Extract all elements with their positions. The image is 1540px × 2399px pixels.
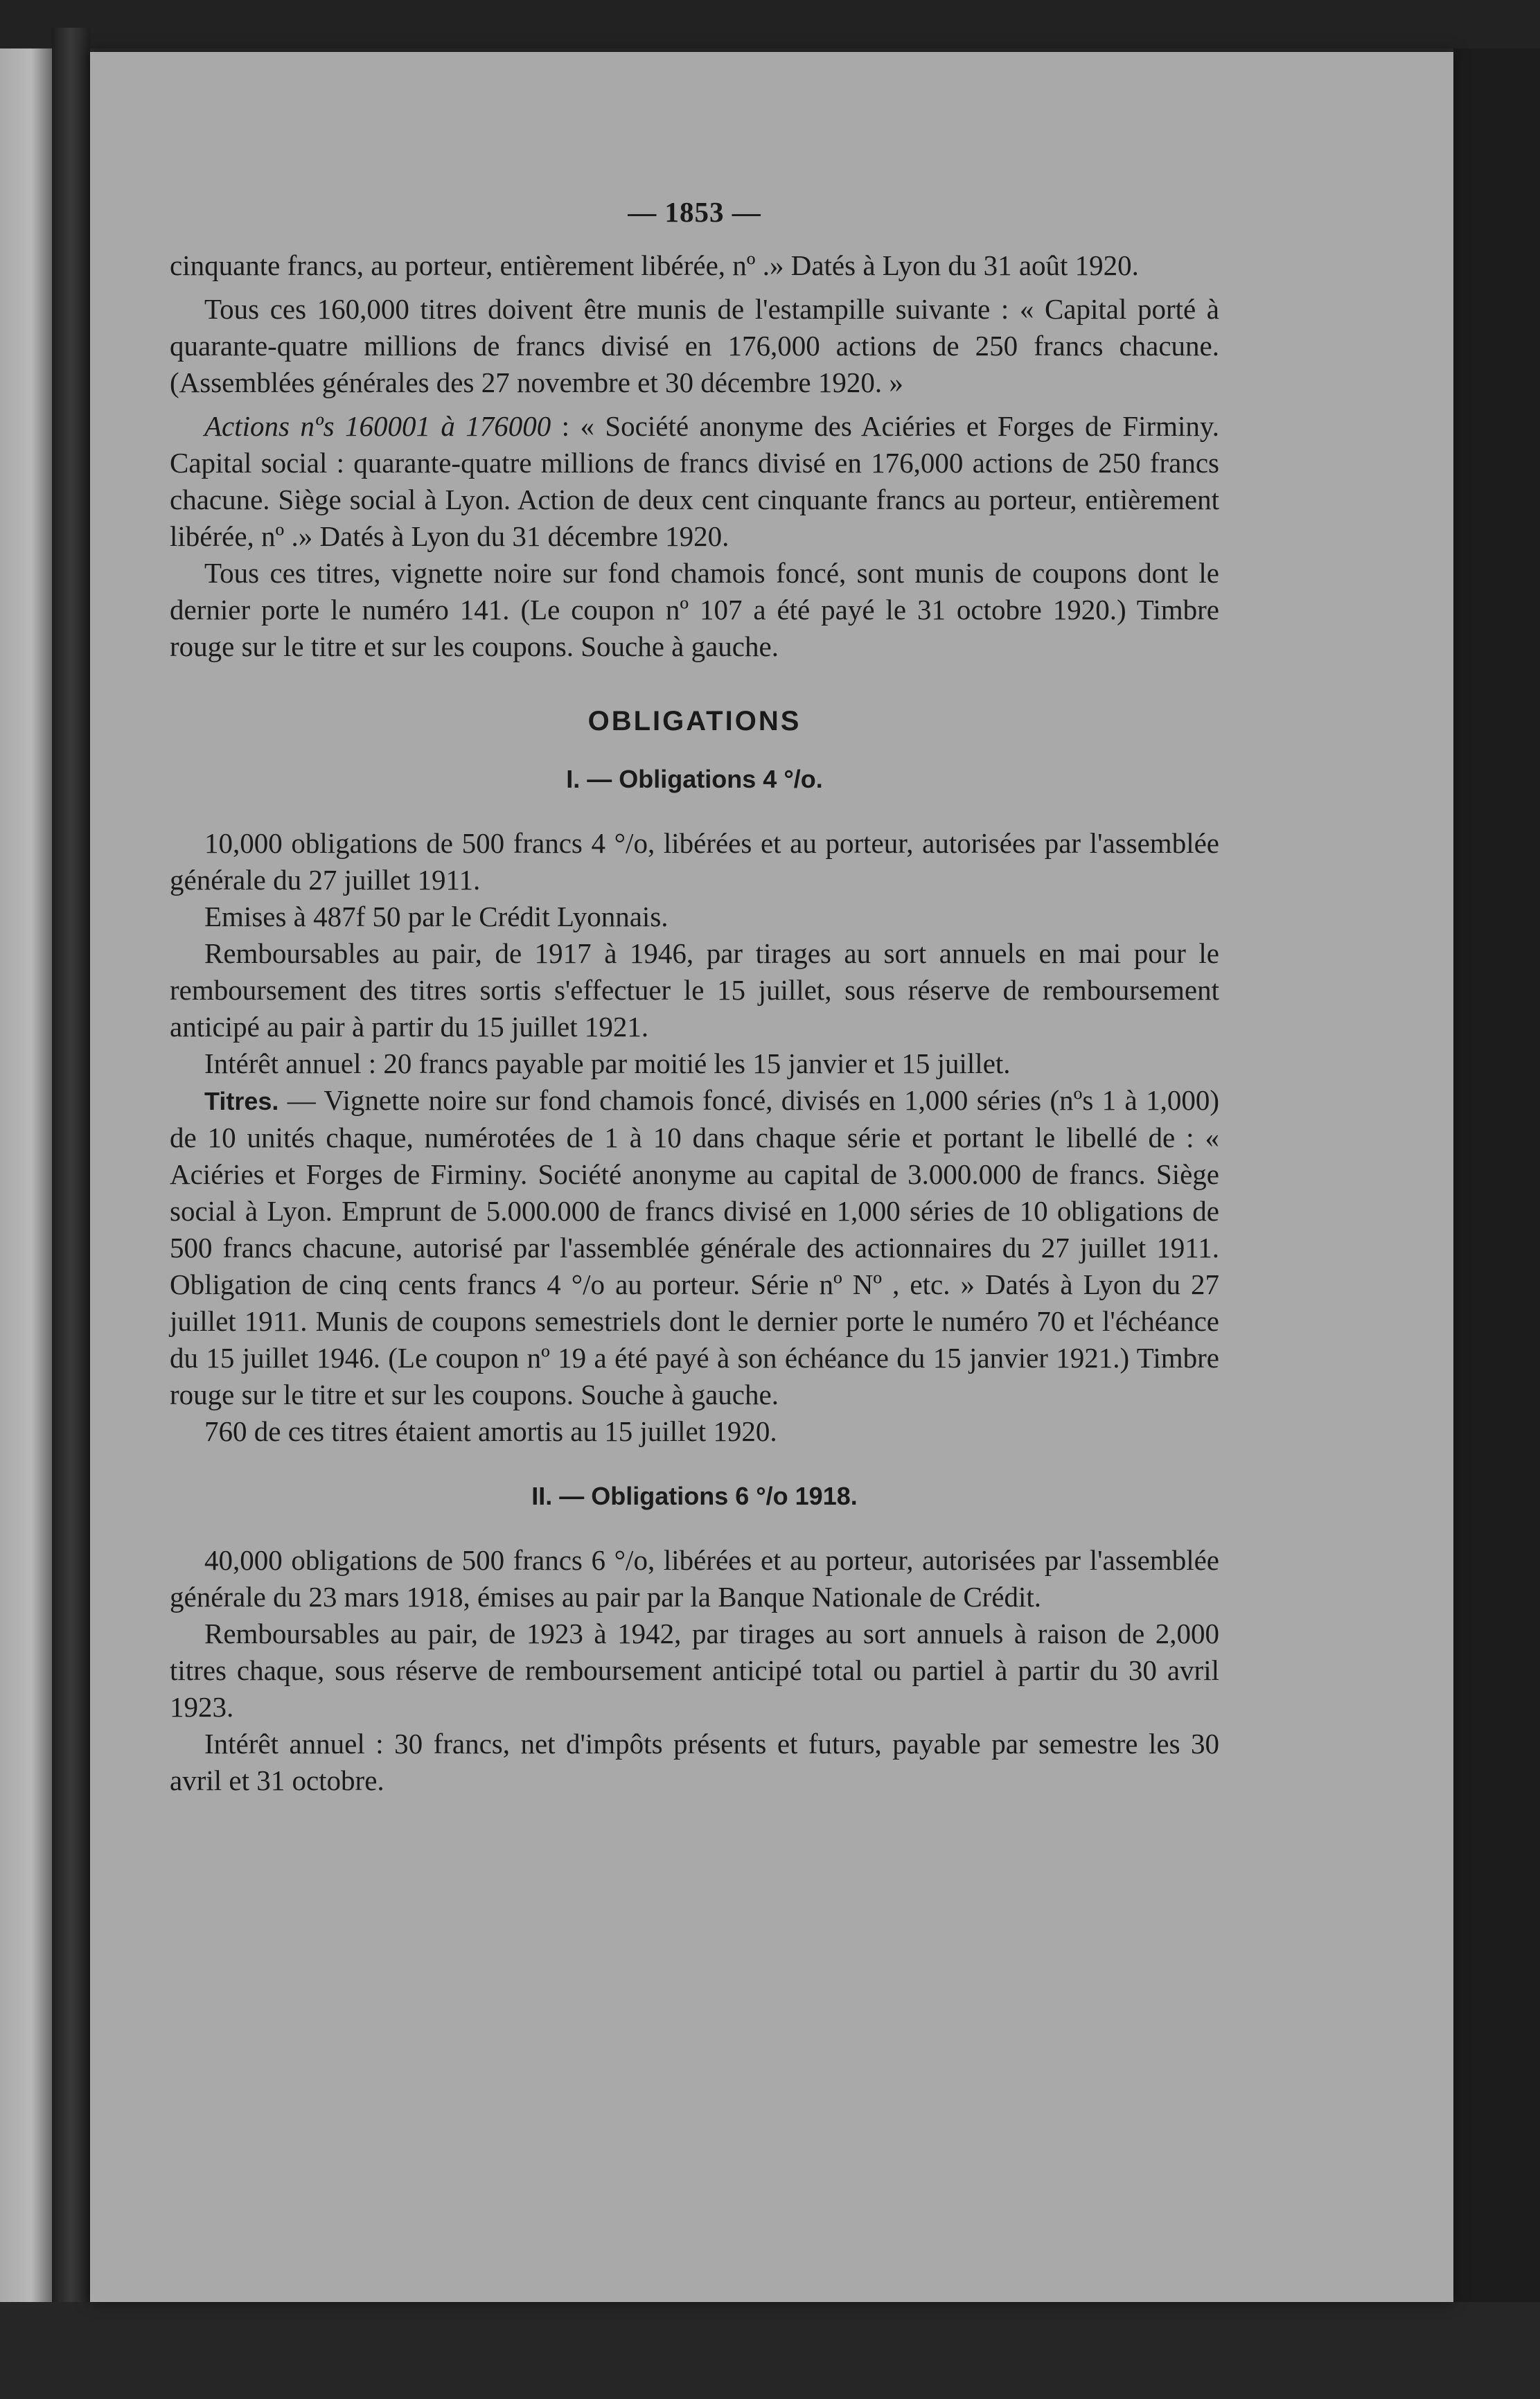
subsection-title-obligations-4: I. — Obligations 4 °/o. — [566, 765, 823, 793]
adjacent-page-edge — [0, 48, 52, 2335]
obligations-4-paragraph-2: Emises à 487f 50 par le Crédit Lyonnais. — [204, 901, 669, 932]
intro-paragraph-1: cinquante francs, au porteur, entièrement libérée, nº .» Datés à Lyon du 31 août 1920. — [170, 249, 1139, 281]
obligations-6-paragraph-3: Intérêt annuel : 30 francs, net d'impôts présents et futurs, payable par semestre les 30 avril et 31 octobre. — [170, 1728, 1219, 1796]
obligations-4-paragraph-6: 760 de ces titres étaient amortis au 15 juillet 1920. — [204, 1415, 777, 1447]
obligations-4-paragraph-3: Remboursables au pair, de 1917 à 1946, par tirages au sort annuels en mai pour le remboursement des titres sortis s'effectuer le 15 juillet, sous réserve de remboursement anticipé au pair à partir du 15 juillet 1921. — [170, 937, 1219, 1043]
actions-range-label: Actions nºs 160001 à 176000 — [204, 410, 551, 442]
titres-label: Titres. — [204, 1087, 279, 1115]
scan-top-border — [0, 0, 1540, 48]
obligations-4-paragraph-1: 10,000 obligations de 500 francs 4 °/o, libérées et au porteur, autorisées par l'assemblée générale du 27 juillet 1911. — [170, 827, 1219, 896]
book-gutter — [52, 28, 90, 2383]
intro-paragraph-4: Tous ces titres, vignette noire sur fond chamois foncé, sont munis de coupons dont le dernier porte le numéro 141. (Le coupon nº 107 a été payé le 31 octobre 1920.) Timbre rouge sur le titre et sur les coupons. Souche à gauche. — [170, 557, 1219, 662]
obligations-6-paragraph-2: Remboursables au pair, de 1923 à 1942, par tirages au sort annuels à raison de 2,000 titres chaque, sous réserve de remboursement anticipé total ou partiel à partir du 30 avril 1923. — [170, 1618, 1219, 1723]
scan-right-border — [1453, 48, 1540, 2399]
section-title: OBLIGATIONS — [587, 706, 802, 736]
intro-paragraph-2: Tous ces 160,000 titres doivent être munis de l'estampille suivante : « Capital porté à quarante-quatre millions de francs divisé en 176,000 actions de 250 francs chacune. (Assemblées générales des 27 novembre et 30 décembre 1920. » — [170, 293, 1219, 398]
subsection-title-obligations-6: II. — Obligations 6 °/o 1918. — [531, 1482, 858, 1510]
obligations-4-paragraph-5 — [170, 1082, 1219, 1413]
actions-range-text: : « Société anonyme des Aciéries et Forges de Firminy. Capital social : quarante-quatre millions de francs divisé en 176,000 actions de 250 francs chacune. Siège social à Lyon. Action de deux cent cinquante francs au porteur, entièrement libérée, nº .» Datés à Lyon du 31 décembre 1920. — [170, 410, 1219, 552]
scan-bottom-border — [0, 2302, 1540, 2399]
obligations-4-paragraph-4: Intérêt annuel : 20 francs payable par moitié les 15 janvier et 15 juillet. — [204, 1047, 1011, 1079]
page-content — [170, 194, 1219, 1799]
page-number: — 1853 — — [628, 196, 761, 228]
titres-text: — Vignette noire sur fond chamois foncé, divisés en 1,000 séries (nºs 1 à 1,000) de 10 unités chaque, numérotées de 1 à 10 dans chaque série et portant le libellé de : « Aciéries et Forges de Firminy. Société anonyme au capital de 3.000.000 de francs. Siège social à Lyon. Emprunt de 5.000.000 de francs divisé en 1,000 séries de 10 obligations de 500 francs chacune, autorisé par l'assemblée générale des actionnaires du 27 juillet 1911. Obligation de cinq cents francs 4 °/o au porteur. Série nº Nº , etc. » Datés à Lyon du 27 juillet 1911. Munis de coupons semestriels dont le dernier porte le numéro 70 et l'échéance du 15 juillet 1946. (Le coupon nº 19 a été payé à son échéance du 15 janvier 1921.) Timbre rouge sur le titre et sur les coupons. Souche à gauche. — [170, 1084, 1219, 1410]
intro-paragraph-3 — [170, 408, 1219, 555]
obligations-6-paragraph-1: 40,000 obligations de 500 francs 6 °/o, libérées et au porteur, autorisées par l'assemblée générale du 23 mars 1918, émises au pair par la Banque Nationale de Crédit. — [170, 1544, 1219, 1613]
